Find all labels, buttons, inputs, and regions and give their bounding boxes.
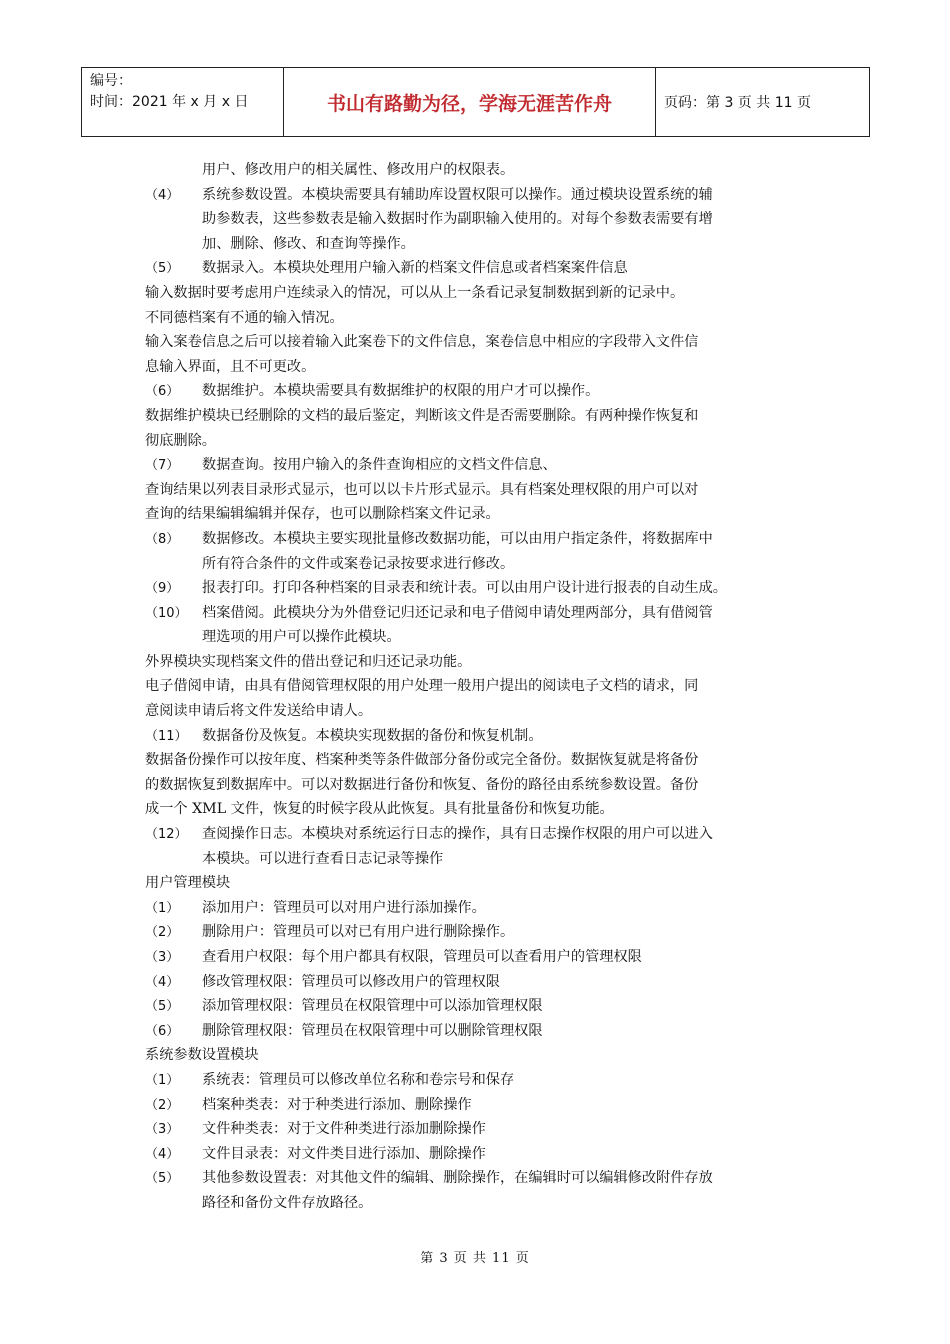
list-number: （3） [145,950,180,965]
text-line [145,527,810,552]
list-number: （2） [145,925,180,941]
body-text [145,158,810,1216]
page-footer: 第 3 页 共 11 页 [420,1251,530,1266]
header-motto: 书山有路勤为径，学海无涯苦作舟 [284,68,656,136]
line-text: 报表打印。打印各种档案的目录表和统计表。可以由用户设计进行报表的自动生成。 [202,580,727,597]
list-number: （1） [145,900,180,916]
text-line [145,920,810,945]
line-text: 路径和备份文件存放路径。 [202,1194,373,1211]
text-line [145,625,810,650]
list-number: （5） [145,261,180,277]
line-text: 文件种类表：对于文件种类进行添加删除操作 [202,1121,486,1138]
line-text: 理选项的用户可以操作此模块。 [202,629,401,646]
line-text: 数据修改。本模块主要实现批量修改数据功能，可以由用户指定条件，将数据库中 [202,530,713,547]
line-text: 成一个 XML 文件，恢复的时候字段从此恢复。具有批量备份和恢复功能。 [145,801,614,818]
line-text: 输入数据时要考虑用户连续录入的情况，可以从上一条看记录复制数据到新的记录中。 [145,284,685,301]
list-number: （6） [145,1023,180,1039]
line-text: 数据查询。按用户输入的条件查询相应的文档文件信息、 [202,457,557,474]
text-line [145,478,810,503]
line-text: 助参数表，这些参数表是输入数据时作为副职输入使用的。对每个参数表需要有增 [202,211,713,228]
text-line [145,1043,810,1068]
text-line [145,699,810,724]
line-text: 查看用户权限：每个用户都具有权限，管理员可以查看用户的管理权限 [202,949,642,965]
text-line [145,502,810,527]
line-text: 查阅操作日志。本模块对系统运行日志的操作，具有日志操作权限的用户可以进入 [202,826,713,843]
line-text: 修改管理权限：管理员可以修改用户的管理权限 [202,973,500,990]
line-text: 删除管理权限：管理员在权限管理中可以删除管理权限 [202,1022,543,1039]
list-number: （7） [145,458,180,474]
line-text: 的数据恢复到数据库中。可以对数据进行备份和恢复、备份的路径由系统参数设置。备份 [145,776,699,793]
text-line [145,232,810,257]
header-number-label: 编号： [90,73,132,89]
text-line [145,281,810,306]
text-line [145,822,810,847]
text-line [145,355,810,380]
line-text: 数据维护模块已经删除的文档的最后鉴定，判断该文件是否需要删除。有两种操作恢复和 [145,407,699,424]
line-text: 本模块。可以进行查看日志记录等操作 [202,850,444,867]
text-line [145,207,810,232]
text-line [145,552,810,577]
text-line [145,724,810,749]
text-line [145,847,810,872]
line-text: 数据备份操作可以按年度、档案种类等条件做部分备份或完全备份。数据恢复就是将备份 [145,752,699,769]
list-number: （9） [145,581,180,597]
header-left-cell [82,68,284,136]
text-line [145,306,810,331]
text-line [145,1142,810,1167]
line-text: 不同德档案有不通的输入情况。 [145,309,344,326]
list-number: （2） [145,1097,180,1113]
text-line [145,1019,810,1044]
line-text: 数据录入。本模块处理用户输入新的档案文件信息或者档案案件信息 [202,260,628,277]
line-text: 档案借阅。此模块分为外借登记归还记录和电子借阅申请处理两部分，具有借阅管 [202,604,713,621]
page-header-table [81,67,870,137]
text-line [145,797,810,822]
text-line [145,674,810,699]
list-number: （4） [145,1146,180,1162]
text-line [145,601,810,626]
line-text: 档案种类表：对于种类进行添加、删除操作 [202,1096,472,1113]
text-line [145,1117,810,1142]
line-text: 意阅读申请后将文件发送给申请人。 [145,703,373,720]
list-number: （4） [145,187,180,203]
text-line [145,183,810,208]
header-date-label: 时间：2021 年 x 月 x 日 [90,94,249,110]
text-line [145,256,810,281]
text-line [145,994,810,1019]
text-line [145,650,810,675]
text-line [145,970,810,995]
list-number: （12） [145,827,188,843]
text-line [145,1191,810,1216]
line-text: 数据维护。本模块需要具有数据维护的权限的用户才可以操作。 [202,383,600,400]
line-text: 文件目录表：对文件类目进行添加、删除操作 [202,1145,486,1162]
line-text: 加、删除、修改、和查询等操作。 [202,235,415,252]
line-text: 用户管理模块 [145,875,231,892]
list-number: （5） [145,1171,180,1187]
text-line [145,379,810,404]
line-text: 输入案卷信息之后可以接着输入此案卷下的文件信息，案卷信息中相应的字段带入文件信 [145,334,699,351]
line-text: 查询结果以列表目录形式显示，也可以以卡片形式显示。具有档案处理权限的用户可以对 [145,481,699,498]
header-page-label: 页码：第 3 页 共 11 页 [664,95,811,111]
line-text: 删除用户：管理员可以对已有用户进行删除操作。 [202,924,515,941]
text-line [145,576,810,601]
list-number: （5） [145,999,180,1015]
list-number: （1） [145,1072,180,1088]
text-line [145,871,810,896]
line-text: 添加用户：管理员可以对用户进行添加操作。 [202,899,486,916]
text-line [145,773,810,798]
line-text: 系统参数设置模块 [145,1047,259,1064]
text-line [145,453,810,478]
list-number: （4） [145,974,180,990]
text-line [145,1093,810,1118]
line-text: 系统表：管理员可以修改单位名称和卷宗号和保存 [202,1071,515,1088]
line-text: 所有符合条件的文件或案卷记录按要求进行修改。 [202,555,515,572]
text-line [145,429,810,454]
text-line [145,1068,810,1093]
list-number: （11） [145,728,188,744]
text-line [145,158,810,183]
list-number: （10） [145,605,188,621]
line-text: 息输入界面，且不可更改。 [145,358,316,375]
text-line [145,945,810,970]
line-text: 外界模块实现档案文件的借出登记和归还记录功能。 [145,653,472,670]
line-text: 数据备份及恢复。本模块实现数据的备份和恢复机制。 [202,727,543,744]
line-text: 电子借阅申请，由具有借阅管理权限的用户处理一般用户提出的阅读电子文档的请求，同 [145,678,699,695]
line-text: 用户、修改用户的相关属性、修改用户的权限表。 [202,162,515,178]
text-line [145,748,810,773]
line-text: 其他参数设置表：对其他文件的编辑、删除操作，在编辑时可以编辑修改附件存放 [202,1170,713,1187]
list-number: （8） [145,531,180,547]
line-text: 查询的结果编辑编辑并保存，也可以删除档案文件记录。 [145,506,500,523]
text-line [145,1166,810,1191]
text-line [145,330,810,355]
line-text: 系统参数设置。本模块需要具有辅助库设置权限可以操作。通过模块设置系统的辅 [202,186,713,203]
text-line [145,404,810,429]
line-text: 彻底删除。 [145,432,216,449]
text-line [145,896,810,921]
list-number: （3） [145,1122,180,1138]
list-number: （6） [145,384,180,400]
line-text: 添加管理权限：管理员在权限管理中可以添加管理权限 [202,998,543,1015]
